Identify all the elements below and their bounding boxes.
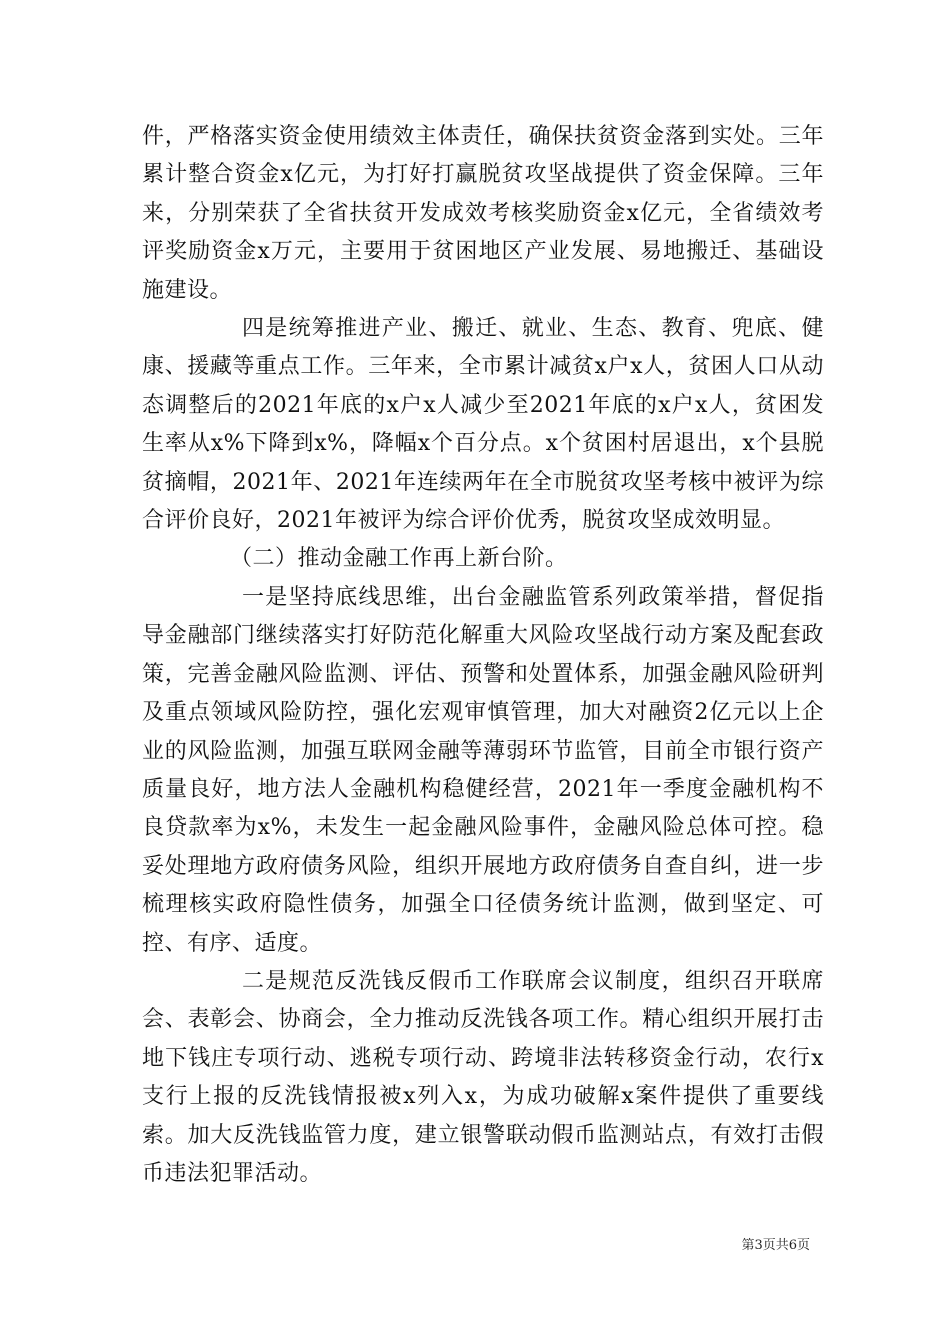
paragraph-continuation: 件，严格落实资金使用绩效主体责任，确保扶贫资金落到实处。三年累计整合资金x亿元，为打好打赢脱贫攻坚战提供了资金保障。三年来，分别荣获了全省扶贫开发成效考核奖励资金x亿元，全省绩效考评奖励资金x万元，主要用于贫困地区产业发展、易地搬迁、基础设施建设。 <box>142 124 824 303</box>
paragraph-point-one: 一是坚持底线思维，出台金融监管系列政策举措，督促指导金融部门继续落实打好防范化解重大风险攻坚战行动方案及配套政策，完善金融风险监测、评估、预警和处置体系，加强金融风险研判及重点领域风险防控，强化宏观审慎管理，加大对融资2亿元以上企业的风险监测，加强互联网金融等薄弱环节监管，目前全市银行资产质量良好，地方法人金融机构稳健经营，2021年一季度金融机构不良贷款率为x%，未发生一起金融风险事件，金融风险总体可控。稳妥处理地方政府债务风险，组织开展地方政府债务自查自纠，进一步梳理核实政府隐性债务，加强全口径债务统计监测，做到坚定、可控、有序、适度。 <box>142 584 824 956</box>
paragraph-point-two: 二是规范反洗钱反假币工作联席会议制度，组织召开联席会、表彰会、协商会，全力推动反洗钱各项工作。精心组织开展打击地下钱庄专项行动、逃税专项行动、跨境非法转移资金行动，农行x支行上报的反洗钱情报被x列入x，为成功破解x案件提供了重要线索。加大反洗钱监管力度，建立银警联动假币监测站点，有效打击假币违法犯罪活动。 <box>142 968 824 1186</box>
section-heading: （二）推动金融工作再上新台阶。 <box>230 546 568 572</box>
page-number: 第3页共6页 <box>741 1238 810 1253</box>
document-body <box>142 118 824 1193</box>
paragraph-point-four: 四是统筹推进产业、搬迁、就业、生态、教育、兜底、健康、援藏等重点工作。三年来，全市累计减贫x户x人，贫困人口从动态调整后的2021年底的x户x人减少至2021年底的x户x人，贫困发生率从x%下降到x%，降幅x个百分点。x个贫困村居退出，x个县脱贫摘帽，2021年、2021年连续两年在全市脱贫攻坚考核中被评为综合评价良好，2021年被评为综合评价优秀，脱贫攻坚成效明显。 <box>142 316 824 534</box>
